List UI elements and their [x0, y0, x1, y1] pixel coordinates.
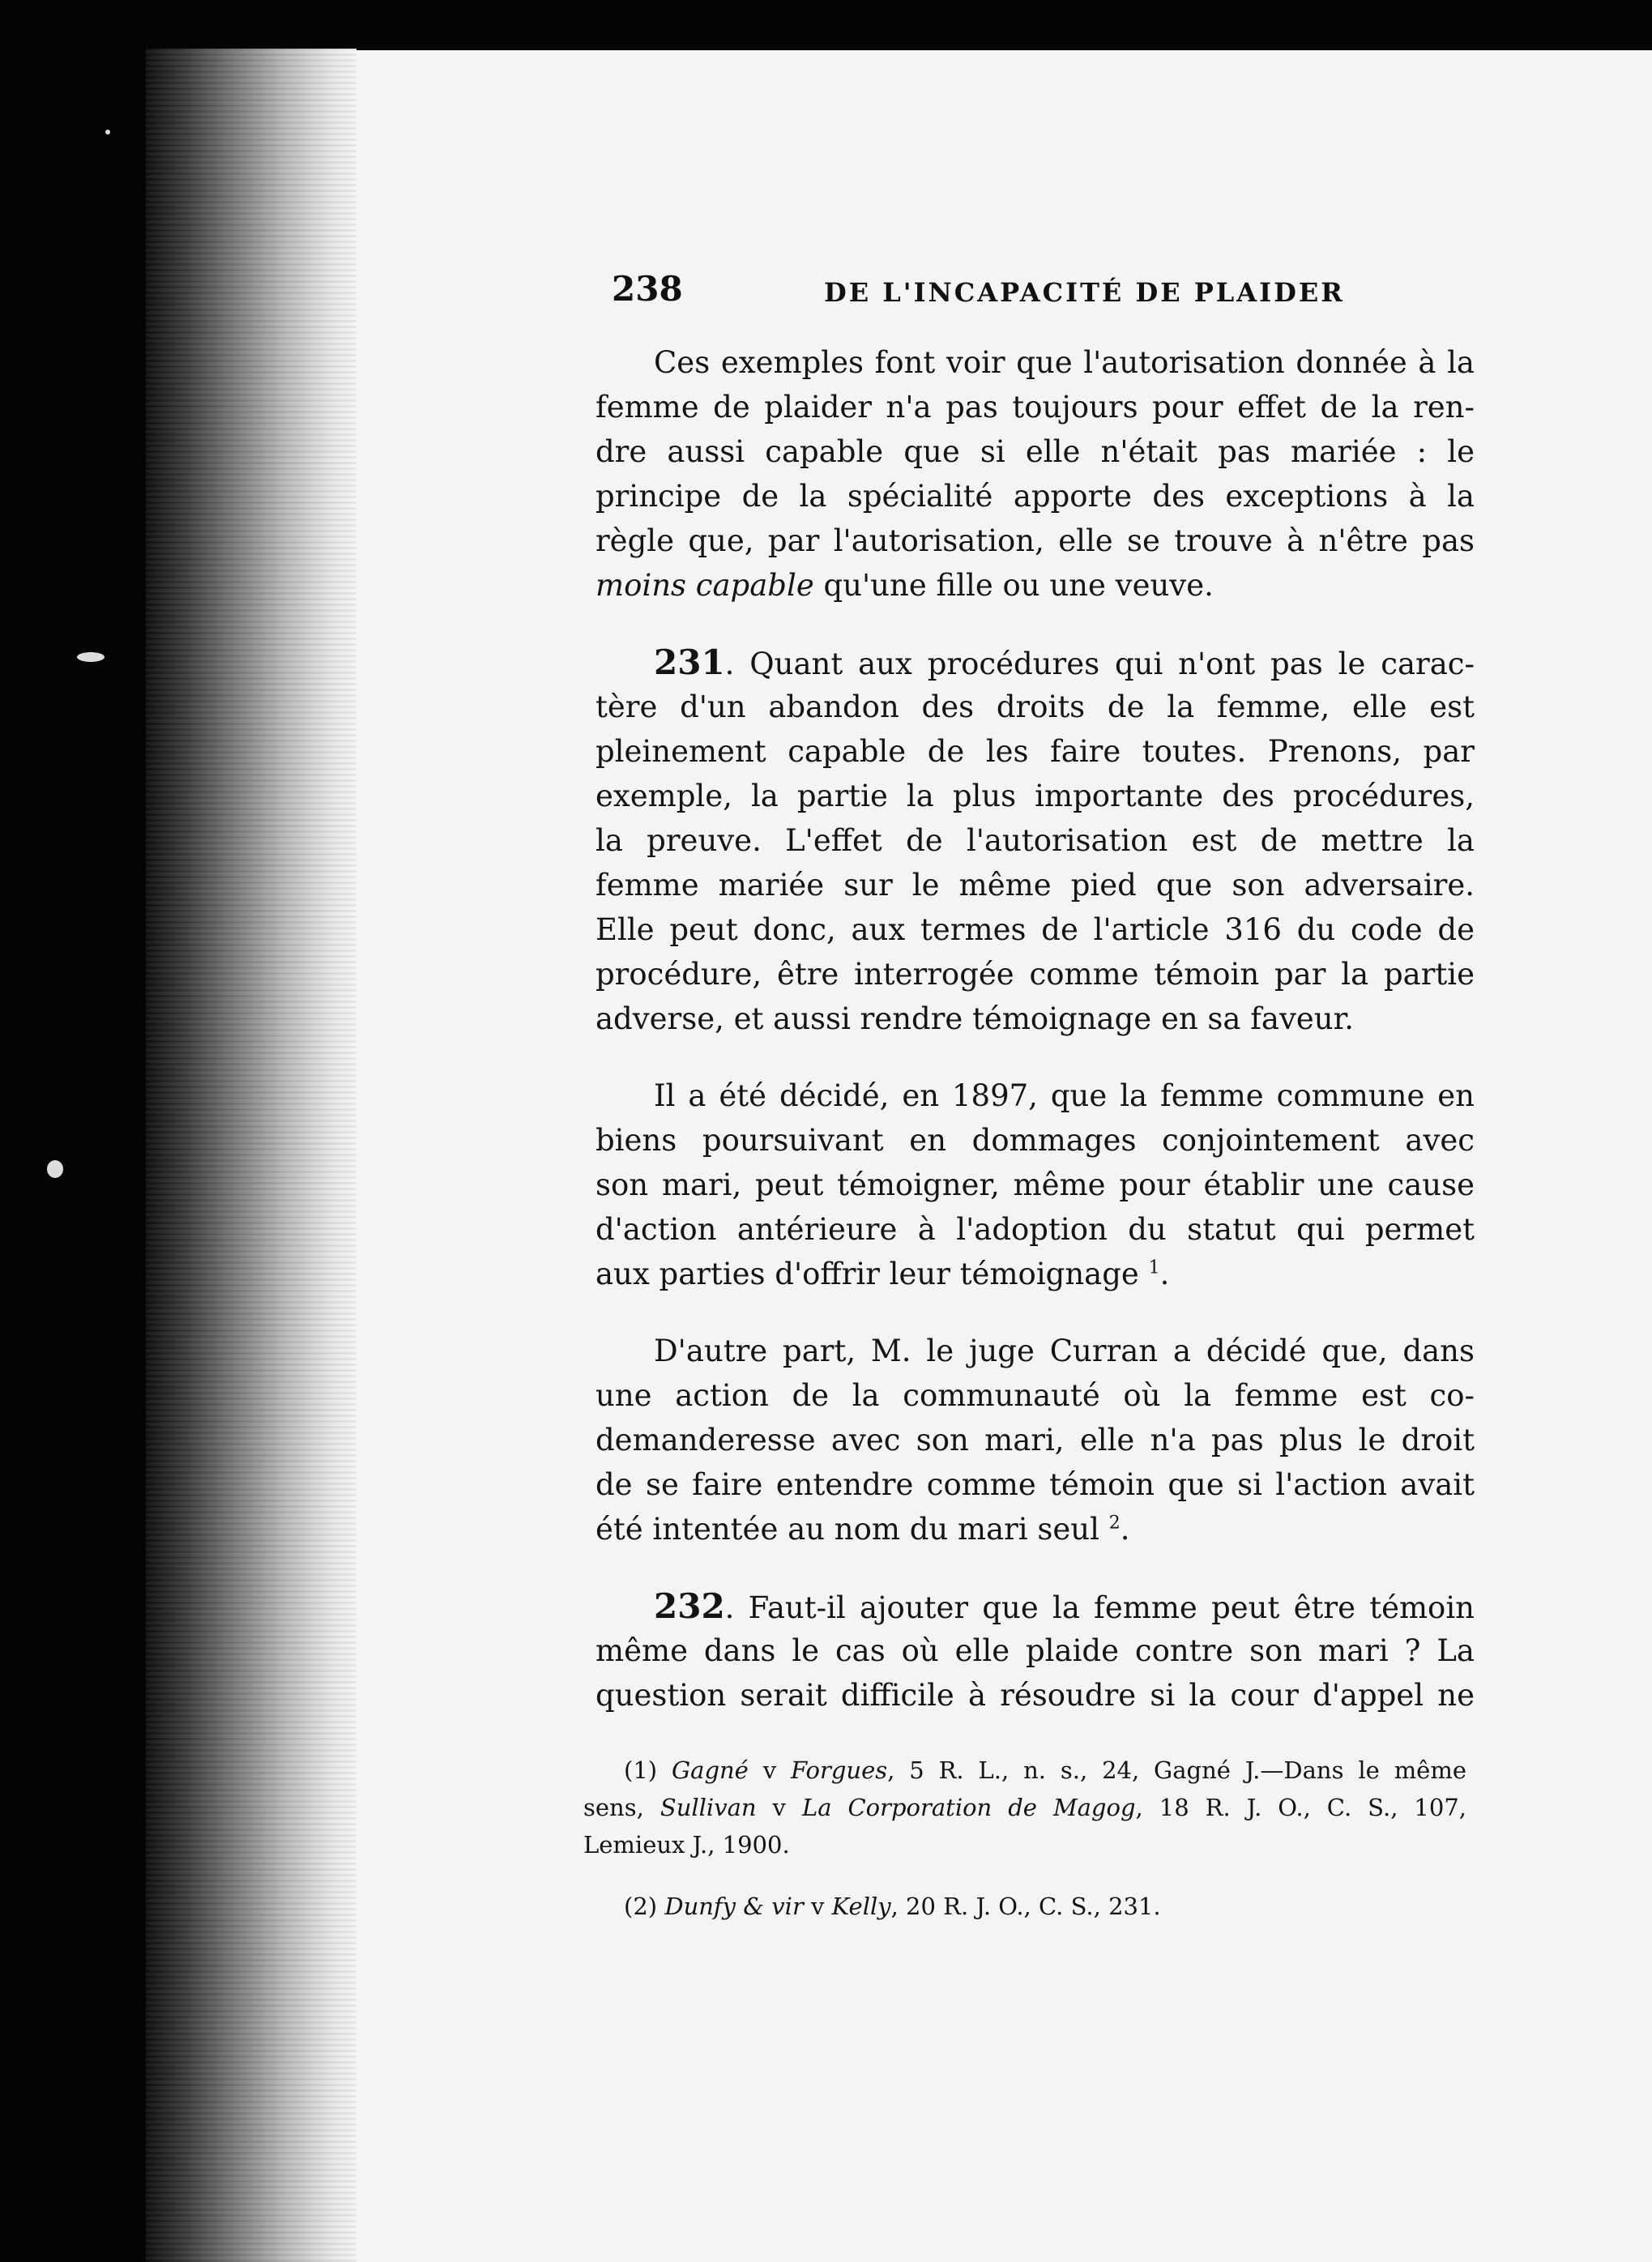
footnotes [583, 1752, 1466, 1925]
text-run: sens, [583, 1794, 660, 1821]
text-run: , 5 R. L., n. s., 24, Gagné J.—Dans le même [887, 1756, 1467, 1784]
paragraph [595, 640, 1475, 1041]
text-run: v [748, 1756, 791, 1784]
paragraph [595, 1584, 1475, 1718]
text-line: principe de la spécialité apporte des exceptions à la [595, 479, 1475, 514]
text-line [595, 1507, 1475, 1551]
italic-text: Kelly [831, 1893, 891, 1920]
text-line: Ces exemples font voir que l'autorisation donnée à la [654, 345, 1475, 380]
text-line: procédure, être interrogée comme témoin par la partie [595, 957, 1475, 992]
text-run: , 20 R. J. O., C. S., 231. [890, 1893, 1161, 1920]
text-line: femme de plaider n'a pas toujours pour effet de la ren- [595, 390, 1475, 425]
scan-speck [77, 652, 105, 662]
footnote [583, 1752, 1466, 1863]
text-run: qu'une fille ou une veuve. [813, 568, 1214, 603]
text-line: biens poursuivant en dommages conjointement avec [595, 1123, 1475, 1158]
text-line: même dans le cas où elle plaide contre son mari ? La [595, 1633, 1475, 1668]
text-line: exemple, la partie la plus importante des procédures, [595, 779, 1475, 813]
footnote-line [583, 1752, 1466, 1789]
page-header [612, 269, 1471, 318]
text-run: . [1120, 1512, 1130, 1547]
footnote-line [583, 1888, 1466, 1925]
text-line [595, 563, 1475, 608]
footnote-ref[interactable]: 1 [1148, 1257, 1160, 1278]
text-run: . Quant aux procédures qui n'ont pas le carac- [724, 647, 1475, 681]
italic-text: Dunfy & vir [664, 1893, 804, 1920]
text-line: question serait difficile à résoudre si la cour d'appel ne [595, 1678, 1475, 1713]
italic-text: La Corporation de Magog [801, 1794, 1136, 1821]
text-line: son mari, peut témoigner, même pour établir une cause [595, 1167, 1475, 1202]
text-line: une action de la communauté où la femme est co- [595, 1378, 1475, 1413]
italic-text: Sullivan [660, 1794, 757, 1821]
paragraph [595, 1073, 1475, 1296]
paragraph [595, 340, 1475, 608]
text-line: D'autre part, M. le juge Curran a décidé que, dans [654, 1334, 1475, 1368]
footnote-line [583, 1789, 1466, 1826]
footnote-ref[interactable]: 2 [1108, 1513, 1121, 1534]
text-run: . [1159, 1257, 1170, 1291]
text-line: la preuve. L'effet de l'autorisation est de mettre la [595, 823, 1475, 858]
italic-text: moins capable [595, 568, 814, 603]
section-number: 232 [654, 1586, 725, 1626]
page-number: 238 [612, 269, 683, 309]
footnote-line: Lemieux J., 1900. [583, 1831, 790, 1859]
section-number: 231 [654, 642, 725, 682]
text-run: v [756, 1794, 802, 1821]
text-line: adverse, et aussi rendre témoignage en sa faveur. [595, 1001, 1355, 1036]
text-line: de se faire entendre comme témoin que si l'action avait [595, 1467, 1475, 1502]
paragraph [595, 1329, 1475, 1551]
text-line: tère d'un abandon des droits de la femme, elle est [595, 689, 1475, 724]
text-line [595, 1252, 1475, 1296]
running-title: DE L'INCAPACITÉ DE PLAIDER [824, 277, 1345, 308]
text-line: femme mariée sur le même pied que son adversaire. [595, 868, 1475, 903]
text-run: , 18 R. J. O., C. S., 107, [1135, 1794, 1466, 1821]
footnote [583, 1888, 1466, 1925]
footnote-marker: (1) [624, 1756, 658, 1784]
text-line [595, 1584, 1475, 1628]
text-line [595, 640, 1475, 685]
scan-speck [47, 1160, 63, 1178]
body-text [595, 340, 1475, 1718]
text-line: d'action antérieure à l'adoption du statut qui permet [595, 1212, 1475, 1247]
footnote-marker: (2) [624, 1893, 658, 1920]
italic-text: Gagné [671, 1756, 749, 1784]
text-run: été intentée au nom du mari seul [595, 1512, 1099, 1547]
text-line: Elle peut donc, aux termes de l'article 316 du code de [595, 912, 1475, 947]
text-line: pleinement capable de les faire toutes. Prenons, par [595, 734, 1475, 769]
italic-text: Forgues [791, 1756, 888, 1784]
text-line: Il a été décidé, en 1897, que la femme commune en [654, 1078, 1475, 1113]
text-run: aux parties d'offrir leur témoignage [595, 1257, 1139, 1291]
text-line: dre aussi capable que si elle n'était pas mariée : le [595, 434, 1475, 469]
text-run: v [803, 1893, 832, 1920]
page-gutter-shadow [146, 49, 356, 2262]
scan-speck [105, 130, 110, 134]
text-run: . Faut-il ajouter que la femme peut être témoin [724, 1590, 1475, 1625]
text-line: règle que, par l'autorisation, elle se trouve à n'être pas [595, 523, 1475, 558]
text-line: demanderesse avec son mari, elle n'a pas plus le droit [595, 1423, 1475, 1457]
